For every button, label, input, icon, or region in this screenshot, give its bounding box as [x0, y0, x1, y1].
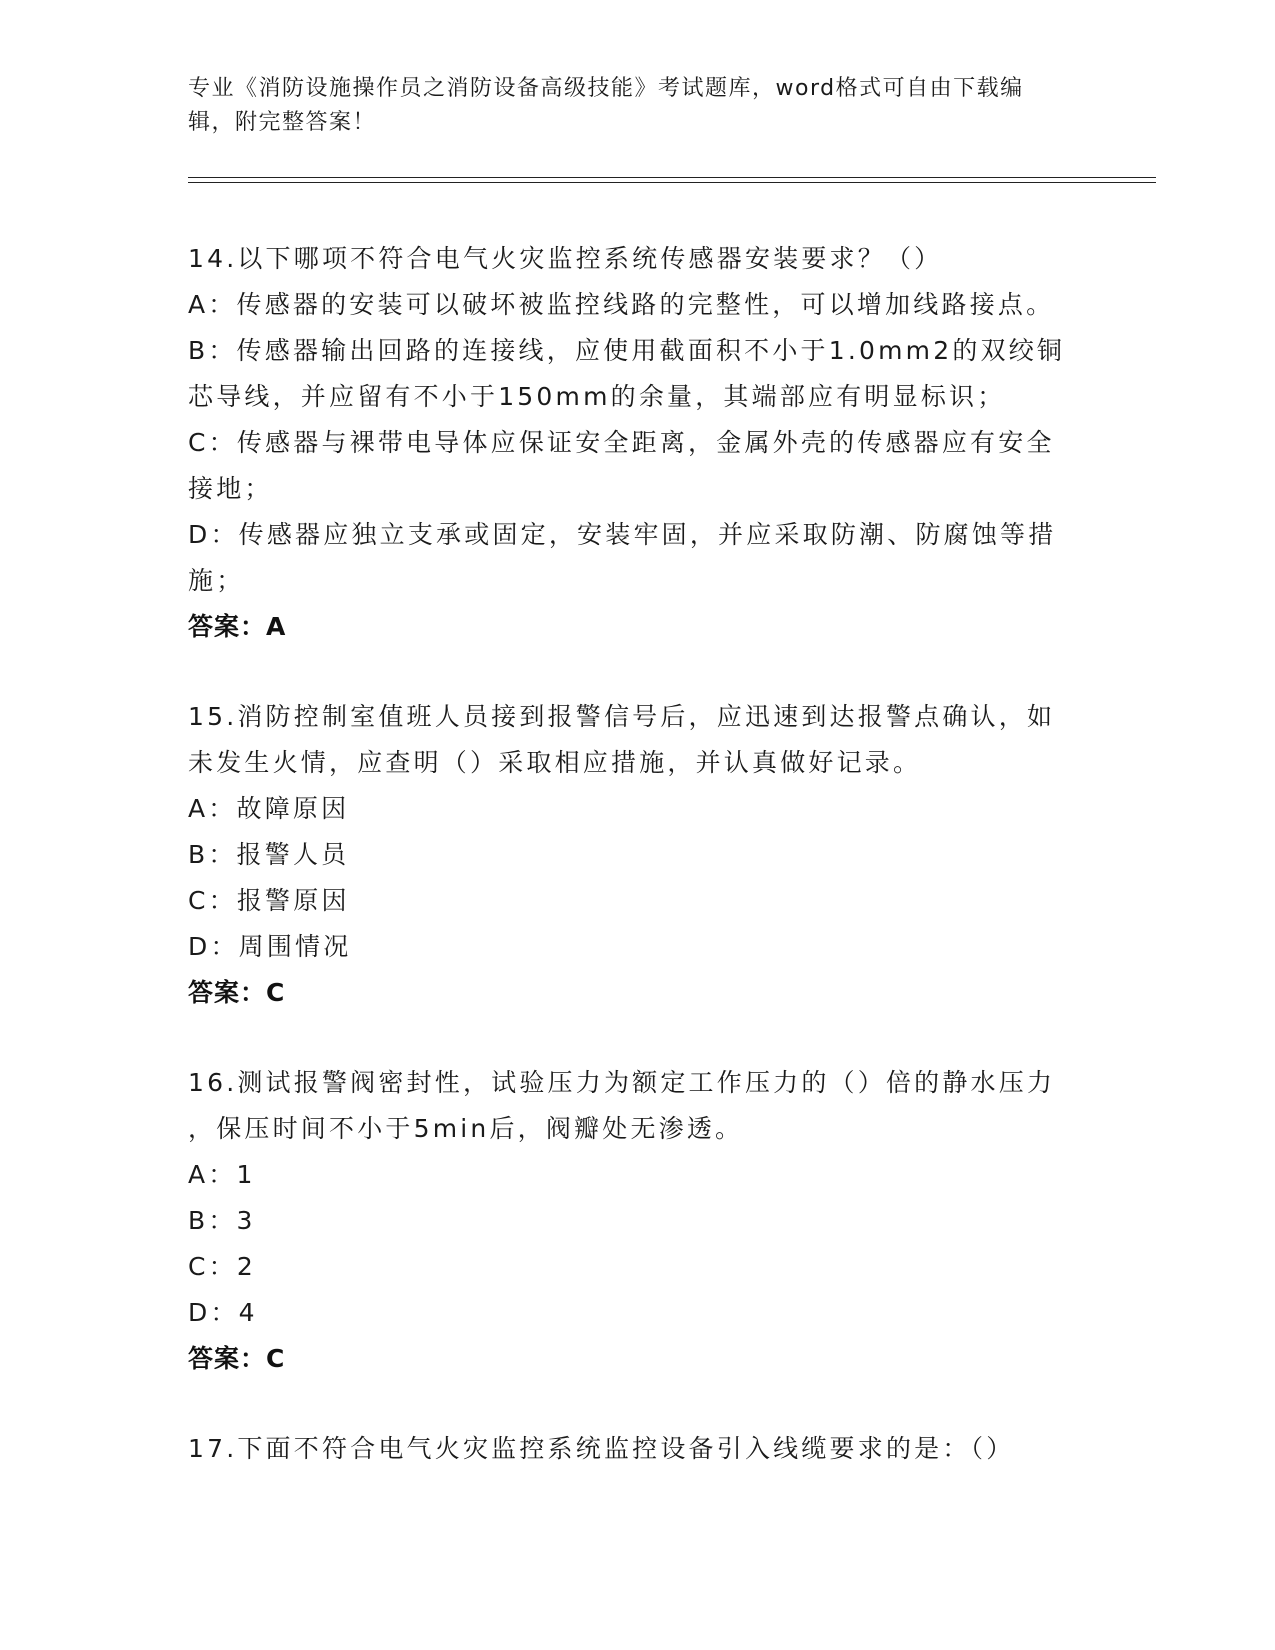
- option-d: [188, 512, 1078, 604]
- option-a: A：1: [188, 1160, 256, 1189]
- question-stem: 14.以下哪项不符合电气火灾监控系统传感器安装要求？（）: [188, 244, 943, 273]
- option-text-line: C：传感器与裸带电导体应保证安全距离，金属外壳的传感器应有安全: [188, 428, 1055, 457]
- answer-label: 答案：A: [188, 612, 287, 641]
- header-intro-line-2: 辑，附完整答案！: [188, 110, 377, 135]
- option-text-line: 芯导线，并应留有不小于150mm的余量，其端部应有明显标识；: [188, 382, 1006, 411]
- option-d: D：4: [188, 1298, 258, 1327]
- option-b: B：3: [188, 1206, 256, 1235]
- question-14: [188, 236, 1078, 650]
- option-text-line: B：传感器输出回路的连接线，应使用截面积不小于1.0mm2的双绞铜: [188, 336, 1066, 365]
- option-b: B：报警人员: [188, 840, 350, 869]
- question-stem: 未发生火情，应查明（）采取相应措施，并认真做好记录。: [188, 748, 922, 777]
- header-divider-bottom: [188, 182, 1156, 183]
- option-a: A：传感器的安装可以破坏被监控线路的完整性，可以增加线路接点。: [188, 290, 1055, 319]
- question-stem: ，保压时间不小于5min后，阀瓣处无渗透。: [188, 1114, 744, 1143]
- option-text-line: D：传感器应独立支承或固定，安装牢固，并应采取防潮、防腐蚀等措: [188, 520, 1057, 549]
- option-text-line: 接地；: [188, 474, 273, 503]
- option-c: C：2: [188, 1252, 256, 1281]
- option-a: A：故障原因: [188, 794, 350, 823]
- document-header: [188, 72, 1088, 140]
- question-stem: 15.消防控制室值班人员接到报警信号后，应迅速到达报警点确认，如: [188, 702, 1056, 731]
- option-text-line: 施；: [188, 566, 245, 595]
- header-intro-line-1: 专业《消防设施操作员之消防设备高级技能》考试题库，word格式可自由下载编: [188, 76, 1024, 101]
- option-c: C：报警原因: [188, 886, 350, 915]
- answer-label: 答案：C: [188, 978, 286, 1007]
- header-divider-top: [188, 177, 1156, 178]
- question-stem: 16.测试报警阀密封性，试验压力为额定工作压力的（）倍的静水压力: [188, 1068, 1056, 1097]
- question-15: [188, 694, 1078, 1016]
- option-b: [188, 328, 1078, 420]
- question-list: [188, 236, 1078, 1516]
- question-17: [188, 1426, 1078, 1472]
- question-16: [188, 1060, 1078, 1382]
- option-c: [188, 420, 1078, 512]
- question-stem: 17.下面不符合电气火灾监控系统监控设备引入线缆要求的是：（）: [188, 1434, 1015, 1463]
- answer-label: 答案：C: [188, 1344, 286, 1373]
- option-d: D：周围情况: [188, 932, 352, 961]
